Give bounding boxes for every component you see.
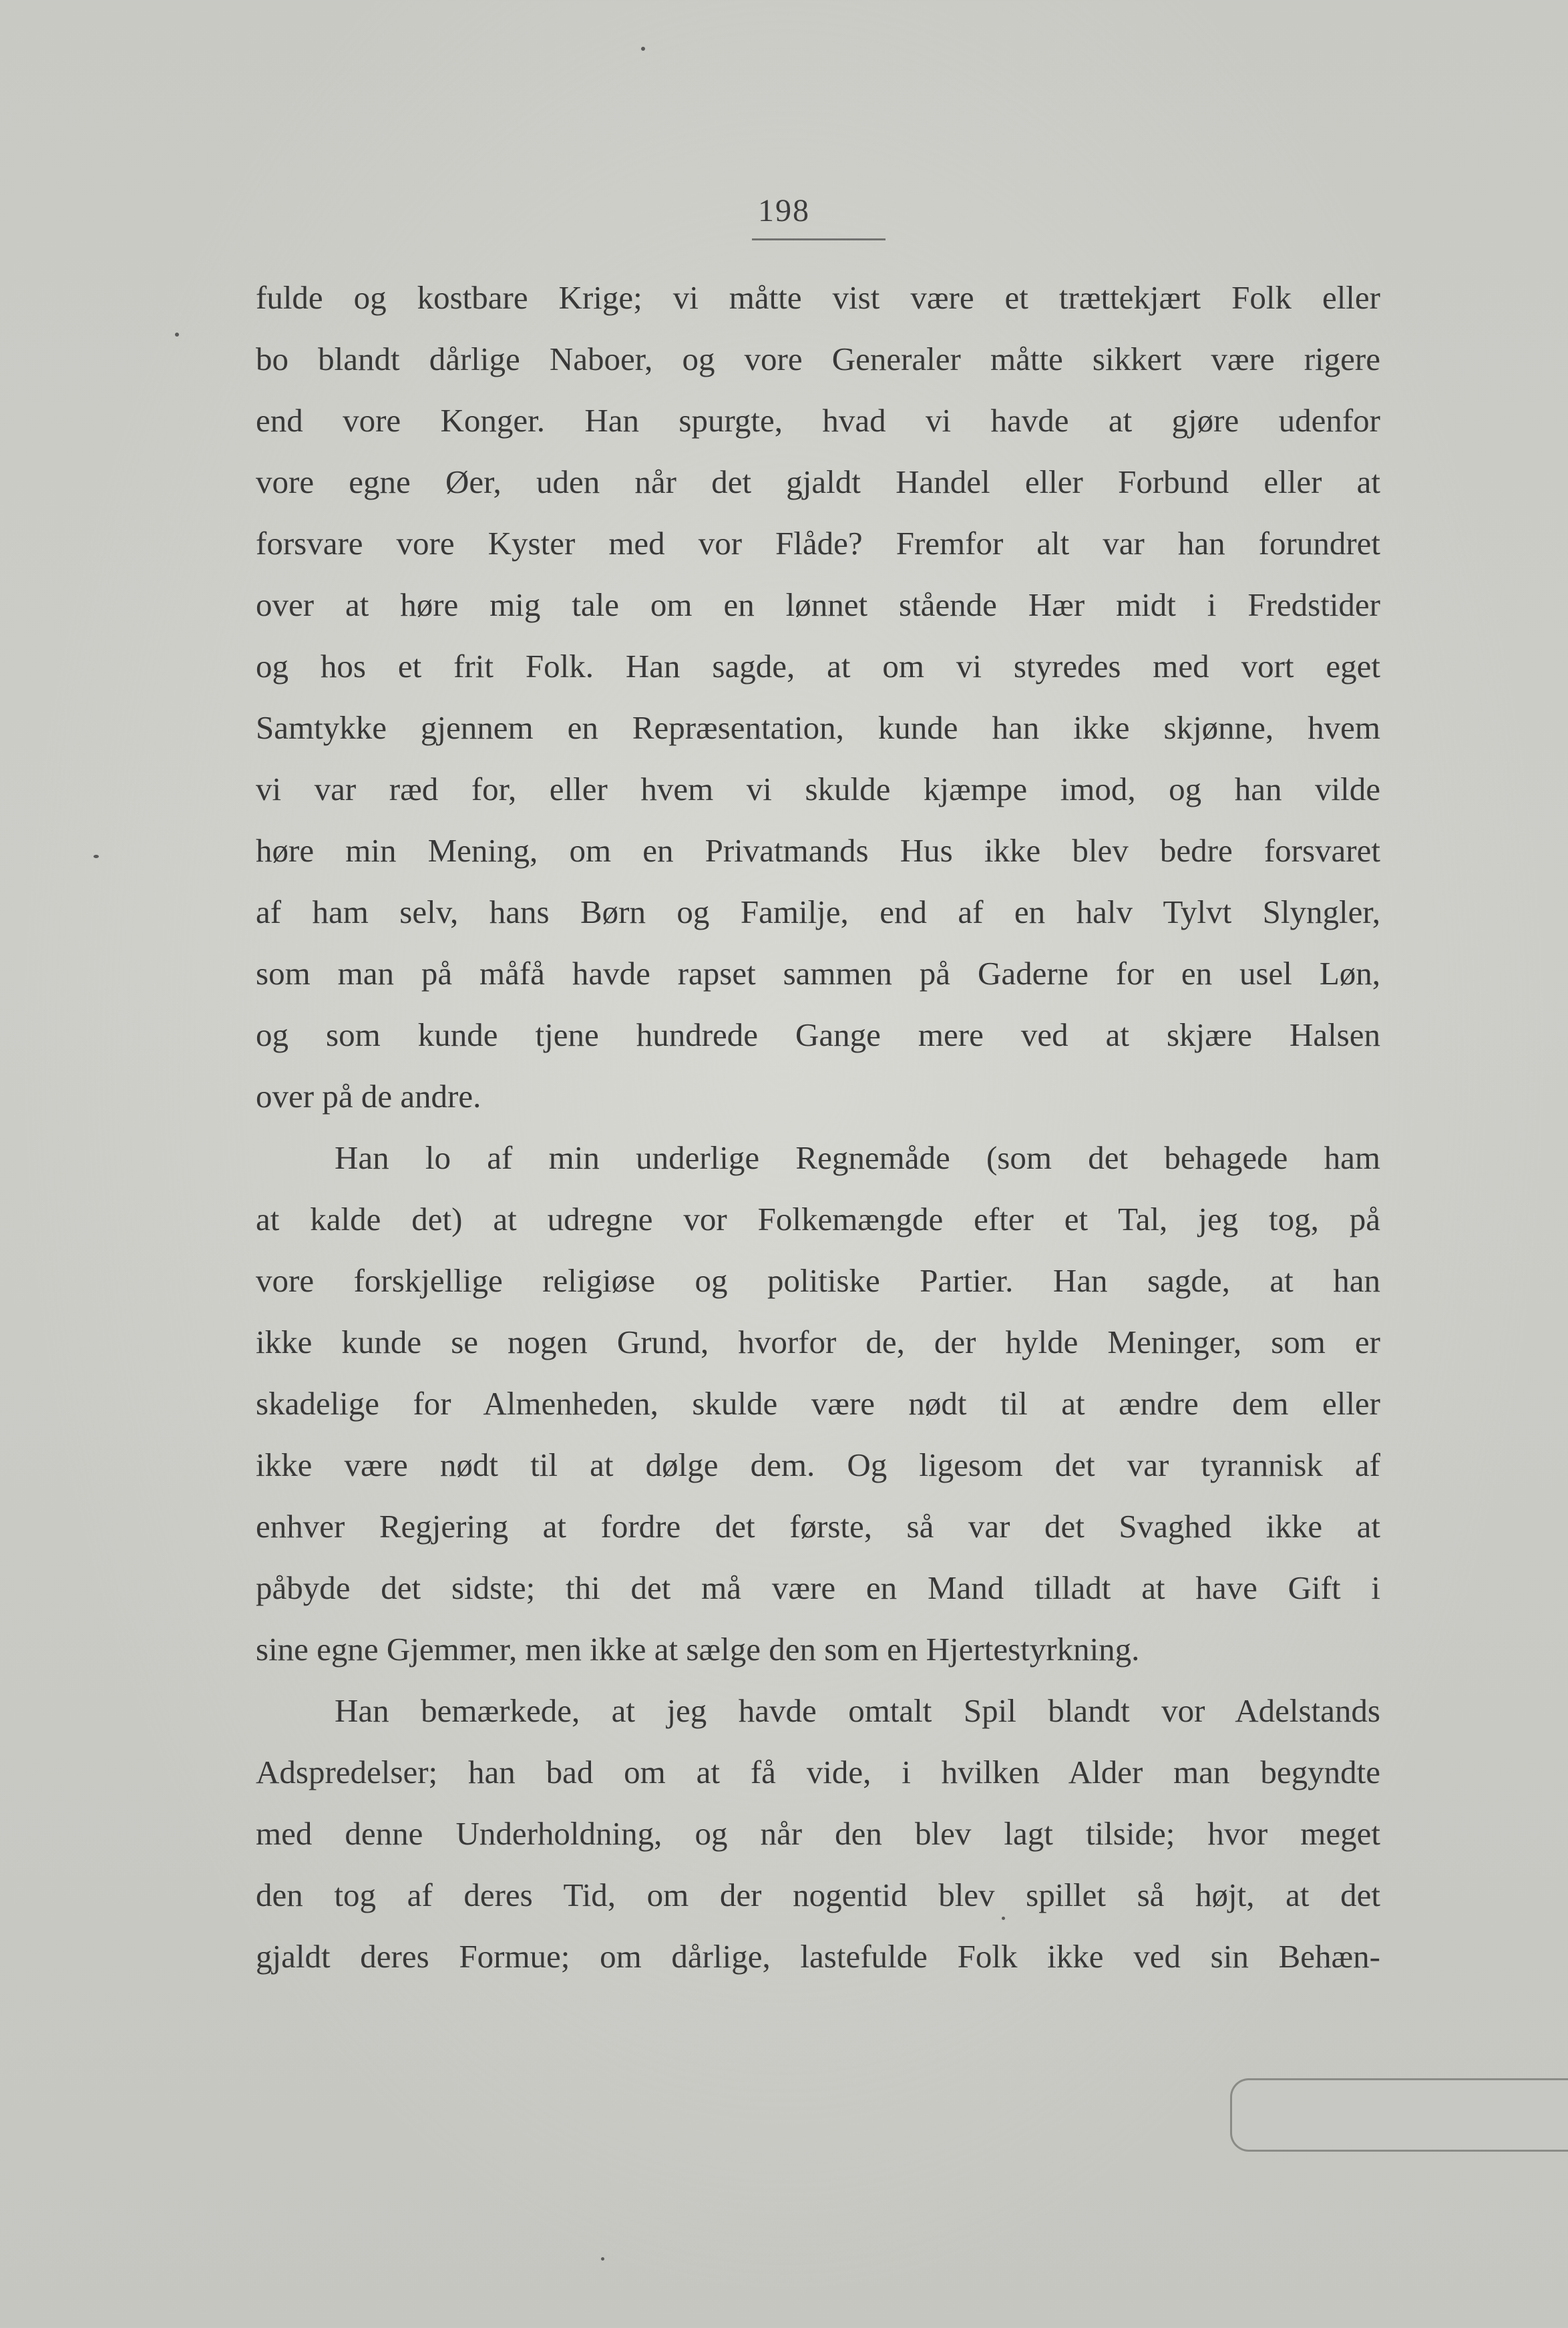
text-line: ikke være nødt til at dølge dem. Og ligesom det var tyrannisk af — [256, 1446, 1380, 1483]
text-line: vore forskjellige religiøse og politiske Partier. Han sagde, at han — [256, 1262, 1380, 1299]
paper-speck — [93, 855, 99, 858]
text-line: skadelige for Almenheden, skulde være nødt til at ændre dem eller — [256, 1385, 1380, 1422]
paper-speck — [601, 2257, 604, 2261]
text-line: at kalde det) at udregne vor Folkemængde efter et Tal, jeg tog, på — [256, 1201, 1380, 1237]
text-line: vore egne Øer, uden når det gjaldt Handel eller Forbund eller at — [256, 463, 1380, 500]
text-line: og hos et frit Folk. Han sagde, at om vi styredes med vort eget — [256, 648, 1380, 685]
text-line: som man på måfå havde rapset sammen på Gaderne for en usel Løn, — [256, 955, 1380, 992]
text-line: af ham selv, hans Børn og Familje, end af en halv Tylvt Slyngler, — [256, 894, 1380, 930]
text-line: ikke kunde se nogen Grund, hvorfor de, der hylde Meninger, som er — [256, 1324, 1380, 1360]
text-line: påbyde det sidste; thi det må være en Mand tilladt at have Gift i — [256, 1569, 1380, 1606]
paper-speck — [175, 333, 179, 337]
text-line: over at høre mig tale om en lønnet stående Hær midt i Fredstider — [256, 586, 1380, 623]
text-line: Han lo af min underlige Regnemåde (som det behagede ham — [335, 1139, 1380, 1176]
text-line: Adspredelser; han bad om at få vide, i hvilken Alder man begyndte — [256, 1754, 1380, 1790]
text-line: høre min Mening, om en Privatmands Hus ikke blev bedre forsvaret — [256, 832, 1380, 869]
text-line: enhver Regjering at fordre det første, så var det Svaghed ikke at — [256, 1508, 1380, 1545]
text-line: og som kunde tjene hundrede Gange mere ved at skjære Halsen — [256, 1016, 1380, 1053]
body-text — [256, 267, 1380, 1987]
text-line: Samtykke gjennem en Repræsentation, kunde han ikke skjønne, hvem — [256, 709, 1380, 746]
paper-tab-edge — [1230, 2078, 1568, 2152]
text-line: Han bemærkede, at jeg havde omtalt Spil blandt vor Adelstands — [335, 1692, 1380, 1729]
text-line: med denne Underholdning, og når den blev lagt tilside; hvor meget — [256, 1815, 1380, 1852]
text-line: sine egne Gjemmer, men ikke at sælge den som en Hjertestyrkning. — [256, 1631, 1140, 1668]
paper-speck — [1002, 1917, 1005, 1920]
text-line: bo blandt dårlige Naboer, og vore Generaler måtte sikkert være rigere — [256, 341, 1380, 377]
paper-speck — [641, 47, 645, 51]
text-line: gjaldt deres Formue; om dårlige, lastefulde Folk ikke ved sin Behæn- — [256, 1938, 1380, 1975]
text-line: den tog af deres Tid, om der nogentid blev spillet så højt, at det — [256, 1877, 1380, 1913]
text-line: fulde og kostbare Krige; vi måtte vist være et trættekjært Folk eller — [256, 279, 1380, 316]
page-number-rule — [752, 238, 886, 240]
page-number: 198 — [758, 193, 810, 228]
text-line: end vore Konger. Han spurgte, hvad vi havde at gjøre udenfor — [256, 402, 1380, 439]
text-line: forsvare vore Kyster med vor Flåde? Fremfor alt var han forundret — [256, 525, 1380, 562]
text-line: over på de andre. — [256, 1078, 481, 1115]
text-line: vi var ræd for, eller hvem vi skulde kjæmpe imod, og han vilde — [256, 771, 1380, 807]
